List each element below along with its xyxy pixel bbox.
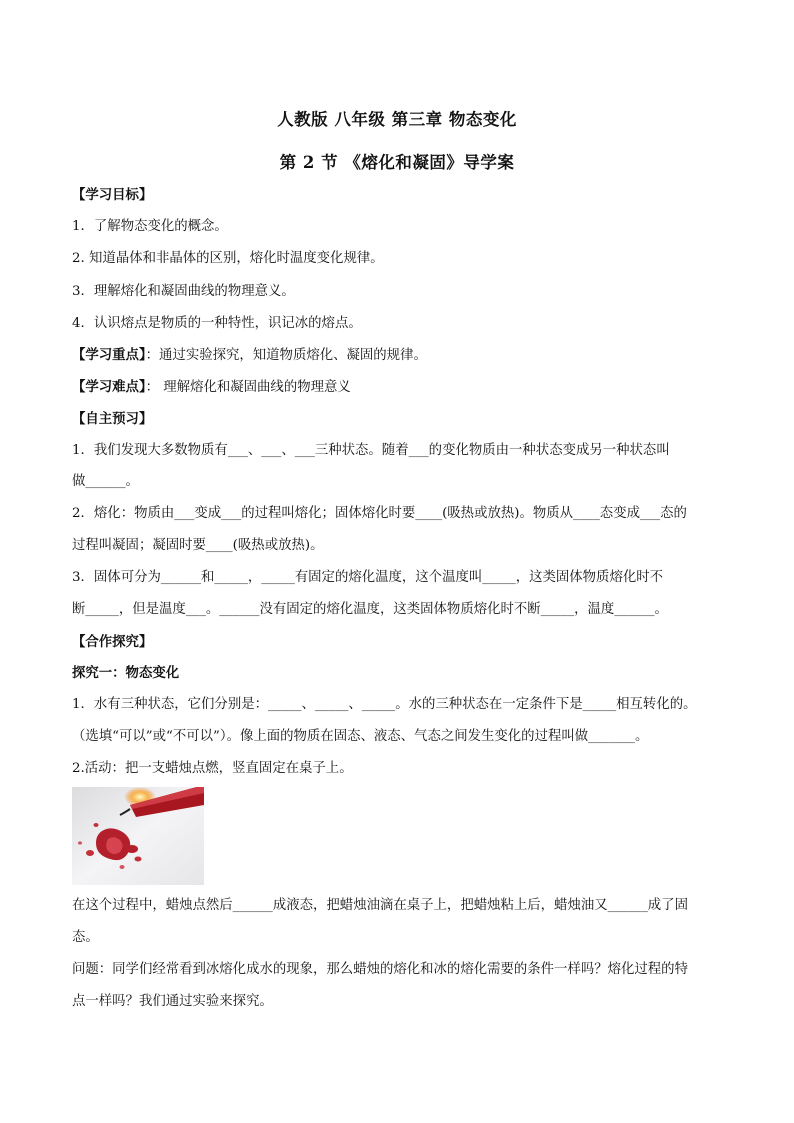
key-point-text: ：通过实验探究，知道物质熔化、凝固的规律。 [145,348,427,363]
after-photo-line: 在这个过程中，蜡烛点然后______成液态，把蜡烛油滴在桌子上，把蜡烛粘上后，蜡烛油又______成了固 [72,898,688,913]
question-line: 问题：同学们经常看到冰熔化成水的现象，那么蜡烛的熔化和冰的熔化需要的条件一样吗？熔化过程的特 [72,962,688,977]
preview-line: 2．熔化：物质由___变成___的过程叫熔化；固体熔化时要____(吸热或放热)。物质从____态变成___态的 [72,506,687,521]
difficulty-text: ： 理解熔化和凝固曲线的物理意义 [145,380,351,395]
key-point [72,345,732,366]
explore1-line: 1．水有三种状态，它们分别是：_____、_____、_____。水的三种状态在一定条件下是_____相互转化的。 [72,697,697,712]
explore1-line: 2.活动：把一支蜡烛点燃，竖直固定在桌子上。 [72,761,353,776]
objective-item: 3．理解熔化和凝固曲线的物理意义。 [72,284,295,299]
preview-line: 3．固体可分为______和_____，_____有固定的熔化温度，这个温度叫_____，这类固体物质熔化时不 [72,570,664,585]
preview-line: 断_____，但是温度___。______没有固定的熔化温度，这类固体物质熔化时不断_____，温度______。 [72,602,668,617]
objective-item: 1．了解物态变化的概念。 [72,219,228,234]
preview-line: 做______。 [72,474,139,489]
objective-item: 4．认识熔点是物质的一种特性，识记冰的熔点。 [72,316,362,331]
question-line: 点一样吗？我们通过实验来探究。 [72,994,273,1009]
key-point-label: 【学习重点】 [72,347,146,363]
explore1-line: （选填“可以”或“不可以”）。像上面的物质在固态、液态、气态之间发生变化的过程叫做_______。 [72,729,649,744]
coop-heading: 【合作探究】 [72,634,153,650]
after-photo-line: 态。 [72,930,99,945]
preview-heading: 【自主预习】 [72,411,153,427]
preview-line: 过程叫凝固；凝固时要____(吸热或放热)。 [72,538,324,553]
explore1-heading: 探究一：物态变化 [72,665,180,681]
preview-line: 1．我们发现大多数物质有___、___、___三种状态。随着___的变化物质由一种状态变成另一种状态叫 [72,443,670,458]
objective-item: 2. 知道晶体和非晶体的区别，熔化时温度变化规律。 [72,251,384,266]
difficulty [72,377,732,398]
page-subtitle: 第 2 节 《熔化和凝固》导学案 [279,153,515,172]
difficulty-label: 【学习难点】 [72,379,146,395]
objectives-heading: 【学习目标】 [72,187,153,203]
candle-photo [72,787,204,885]
candle-dripping-wax-image [72,787,204,885]
page-title: 人教版 八年级 第三章 物态变化 [277,110,517,129]
